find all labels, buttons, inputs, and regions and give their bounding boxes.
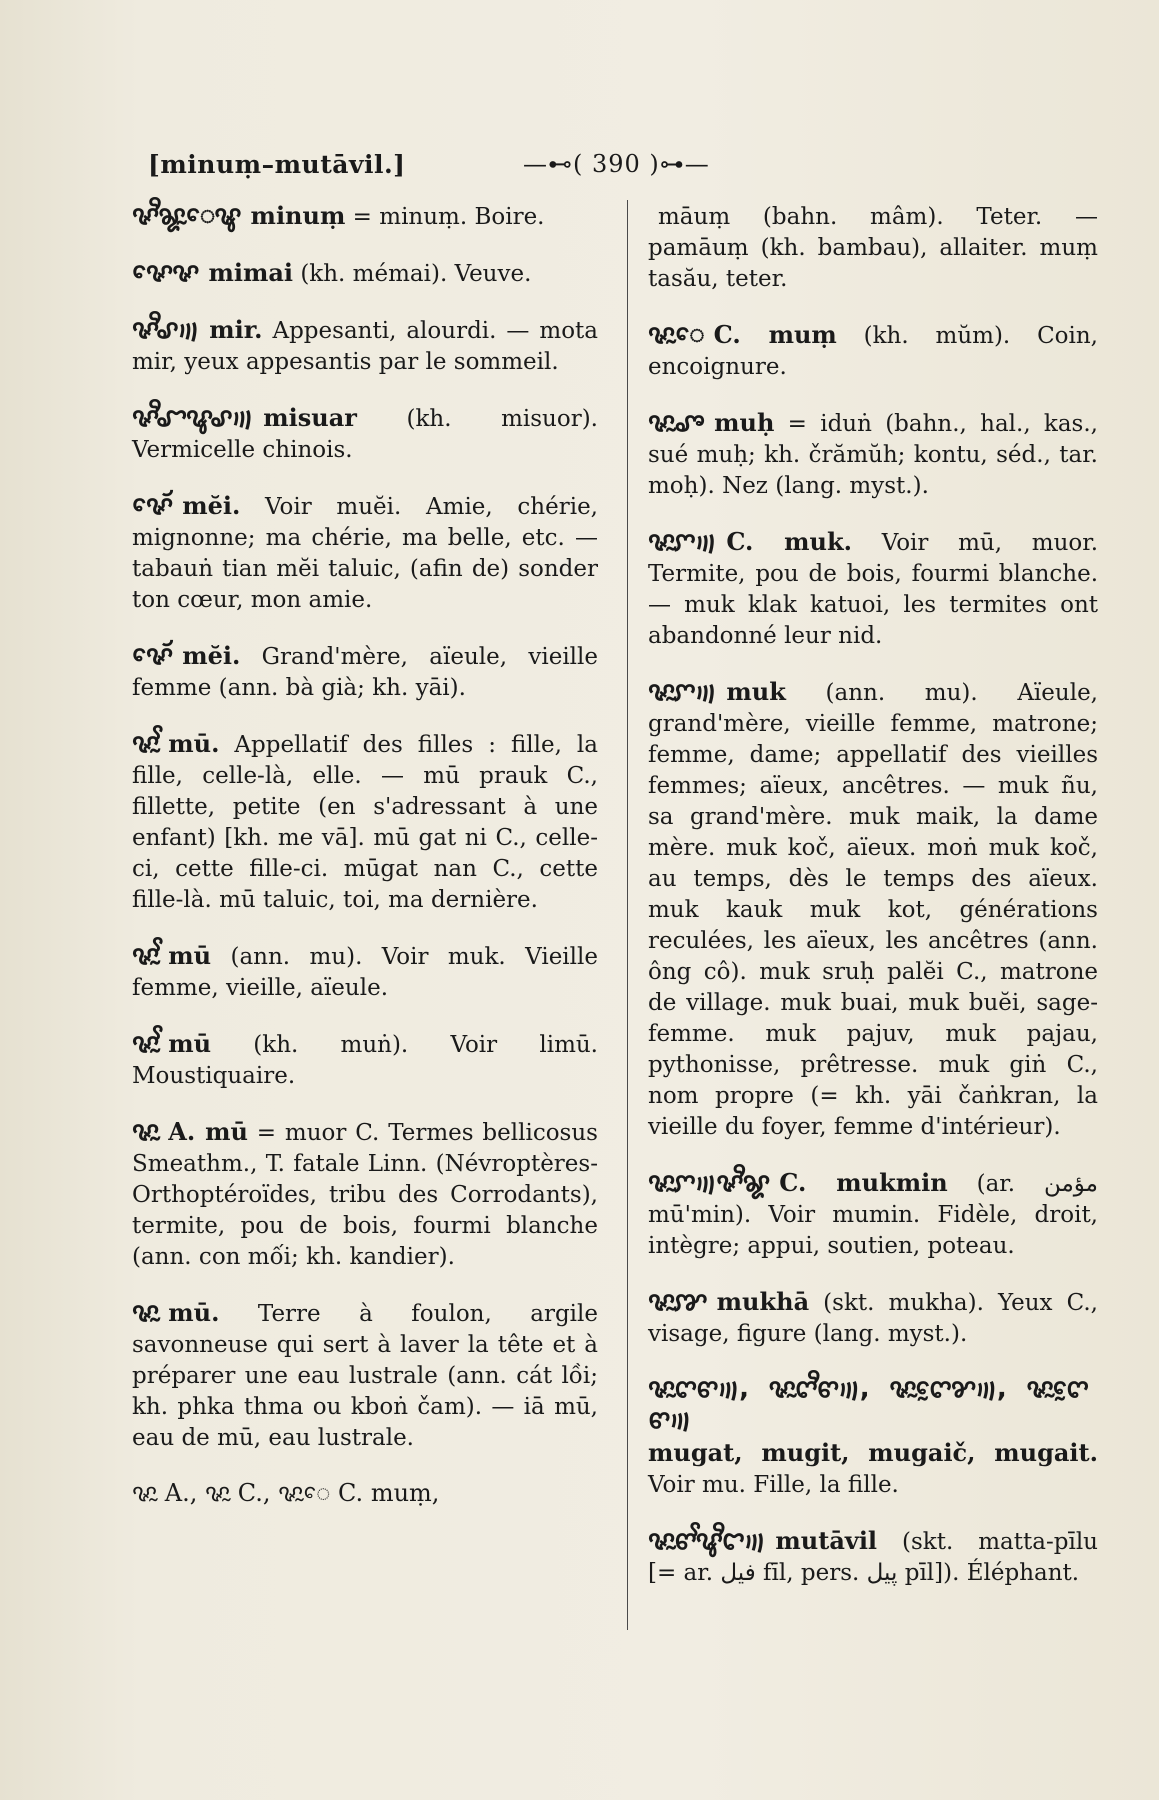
entry-headword: mū.	[168, 1298, 220, 1327]
dictionary-entry	[132, 1028, 598, 1092]
cham-script-word: ꨟꨪꨣ꩟	[132, 315, 200, 345]
dictionary-entry	[648, 1525, 1098, 1589]
dictionary-entry	[648, 200, 1098, 295]
entry-headword: A. mū	[168, 1117, 248, 1146]
entry-headword: mutāvil	[775, 1526, 878, 1555]
cham-script-word: ꨟꨯꨟ	[132, 258, 199, 288]
entry-definition: Appellatif des filles : fille, la fille, celle-là, elle. — mū prauk C., fillette, petite (en s'adressant à une enfant) [kh. me vā]. mū gat ni C., celle-ci, cette fille-ci. mūgat nan C., cette fille-là. mū taluic, toi, ma dernière.	[132, 732, 598, 913]
cham-script-word: ꨟꨪꨘꨭꨯꨡ	[132, 201, 241, 231]
entry-definition: (ar. مؤمن mū'min). Voir mumin. Fidèle, droit, intègre; appui, soutien, poteau.	[648, 1171, 1098, 1259]
cham-script-word: ꨟꨭꨆ꩟	[648, 527, 717, 557]
cham-script-word: ꨟꨭꨯ	[648, 320, 704, 350]
cham-script-word: ꨟꨭꨩ	[132, 941, 159, 971]
dictionary-entry	[132, 490, 598, 616]
cham-script-word: ꨟꨪꨧꨥꨣ꩟	[132, 403, 254, 433]
cham-script-word: ꨟꨭꨇ	[648, 1287, 707, 1317]
cham-script-word: ꨟꨭ	[132, 1298, 159, 1328]
entry-definition: (ann. mu). Voir muk. Vieille femme, vieille, aïeule.	[132, 944, 598, 1001]
entry-headword: mĕi.	[182, 641, 241, 670]
cham-script-word: ꨟꨭꨨ	[648, 408, 705, 438]
entry-definition: = minuṃ. Boire.	[345, 204, 545, 230]
page-number: —⊷( 390 )⊶—	[523, 150, 710, 178]
dictionary-entry	[648, 1167, 1098, 1262]
entry-definition: Voir mū, muor. Termite, pou de bois, fourmi blanche. — muk klak katuoi, les termites ont abandonné leur nid.	[648, 530, 1099, 649]
dictionary-entry	[132, 1297, 598, 1454]
entry-definition: māuṃ (bahn. mâm). Teter. — pamāuṃ (kh. bambau), allaiter. muṃ tasău, teter.	[648, 204, 1098, 292]
cham-script-word: ꨟꨭꨓꨩꨥꨪꨤ꩟	[648, 1526, 766, 1556]
dictionary-entry	[648, 1374, 1098, 1501]
entry-headword: mū.	[168, 729, 220, 758]
entry-headword: mū	[168, 941, 212, 970]
entry-definition: = iduṅ (bahn., hal., kas., sué muḥ; kh. črămŭh; kontu, séd., tar. moḥ). Nez (lang. myst.).	[648, 411, 1098, 499]
dictionary-entry	[132, 1116, 598, 1273]
entry-definition: (skt. mukha). Yeux C., visage, figure (lang. myst.).	[648, 1290, 1098, 1347]
entry-headword: mukhā	[716, 1287, 810, 1316]
entry-definition: Terre à foulon, argile savonneuse qui sert à laver la tête et à préparer une eau lustrale (ann. cát lồi; kh. phka thma ou kboṅ čam). — iā mū, eau de mū, eau lustrale.	[132, 1301, 598, 1451]
entry-headword: muk	[726, 677, 786, 706]
right-column	[648, 200, 1098, 1613]
entry-definition: = muor C. Termes bellicosus Smeathm., T. fatale Linn. (Névroptères-Orthoptéroïdes, tribu des Corrodants), termite, pou de bois, fourmi blanche (ann. con mối; kh. kandier).	[132, 1120, 598, 1270]
entry-definition: (ann. mu). Aïeule, grand'mère, vieille femme, matrone; femme, dame; appellatif des vieilles femmes; aïeux, ancêtres. — muk ñu, sa grand'mère. muk maik, la dame mère. muk koč, aïeux. moṅ muk koč, au temps, dès le temps des aïeux. muk kauk muk kot, générations reculées, les aïeux, les ancêtres (ann. ông cô). muk sruḥ palĕi C., matrone de village. muk buai, muk buĕi, sage-femme. muk pajuv, muk pajau, pythonisse, prêtresse. muk giṅ C., nom propre (= kh. yāi čaṅkran, la vieille du foyer, femme d'intérieur).	[648, 680, 1098, 1140]
dictionary-entry	[648, 1286, 1098, 1350]
dictionary-entry	[648, 319, 1098, 383]
entry-headword: misuar	[263, 403, 357, 432]
entry-headword: mū	[168, 1029, 212, 1058]
entry-definition: Grand'mère, aïeule, vieille femme (ann. bà già; kh. yāi).	[132, 644, 598, 701]
entry-headword: C. muk.	[726, 527, 852, 556]
dictionary-entry	[648, 526, 1098, 652]
entry-definition: (skt. matta-pīlu [= ar. فيل fīl, pers. پيل pīl]). Éléphant.	[648, 1529, 1098, 1586]
entry-definition: Voir muĕi. Amie, chérie, mignonne; ma chérie, ma belle, etc. — tabauṅ tian mĕi taluic, (afin de) sonder ton cœur, mon amie.	[132, 494, 598, 613]
dictionary-entry	[132, 640, 598, 704]
cham-script-word: ꨟꨭꨩ	[132, 1029, 159, 1059]
dictionary-entry	[132, 257, 598, 290]
continued-entry-line: ꨟꨭ A., ꨟꨭ C., ꨟꨭꨯ C. muṃ,	[132, 1479, 440, 1507]
entry-headword: minuṃ	[250, 201, 346, 230]
entry-headword: muḥ	[714, 408, 775, 437]
entry-headword: mir.	[209, 315, 263, 344]
dictionary-entry	[132, 200, 598, 233]
cham-script-word: ꨟꨯꨮ	[132, 641, 173, 671]
dictionary-entry	[132, 402, 598, 466]
entry-headword: C. muṃ	[713, 320, 837, 349]
entry-headword: mugat, mugit, mugaič, mugait.	[648, 1438, 1098, 1467]
entry-headword: C. mukmin	[779, 1168, 948, 1197]
entry-definition: (kh. mŭm). Coin, encoignure.	[648, 323, 1098, 380]
cham-script-word: ꨟꨭꨩ	[132, 729, 159, 759]
cham-script-word: ꨟꨭꨆ꩟	[648, 677, 717, 707]
page-header	[148, 150, 1088, 190]
entry-definition: (kh. misuor). Vermicelle chinois.	[132, 406, 598, 463]
left-column	[132, 200, 598, 1533]
dictionary-entry	[132, 314, 598, 378]
entry-headword: mĕi.	[182, 491, 241, 520]
dictionary-entry	[132, 940, 598, 1004]
running-head: [minuṃ–mutāvil.]	[148, 150, 406, 179]
entry-headword: mimai	[208, 258, 294, 287]
dictionary-entry	[648, 676, 1098, 1143]
entry-definition: (kh. mémai). Veuve.	[293, 261, 532, 287]
entry-definition: (kh. muṅ). Voir limū. Moustiquaire.	[132, 1032, 598, 1089]
cham-script-word: ꨟꨯꨮ	[132, 491, 173, 521]
cham-script-word: ꨟꨭ	[132, 1117, 159, 1147]
dictionary-entry	[648, 407, 1098, 502]
column-divider	[627, 200, 628, 1630]
cham-script-word: ꨟꨭꨆ꩟ꨟꨪꨘ	[648, 1168, 770, 1198]
entry-definition: Voir mu. Fille, la fille.	[648, 1472, 899, 1498]
cham-script-word: ꨟꨭꨈꨓ꩟, ꨟꨭꨈꨪꨓ꩟, ꨟꨭꨈꨰꨌ꩟, ꨟꨭꨈꨰꨓ꩟	[648, 1374, 1088, 1435]
dictionary-entry	[132, 728, 598, 916]
entry-definition: Appesanti, alourdi. — mota mir, yeux appesantis par le sommeil.	[132, 318, 598, 375]
